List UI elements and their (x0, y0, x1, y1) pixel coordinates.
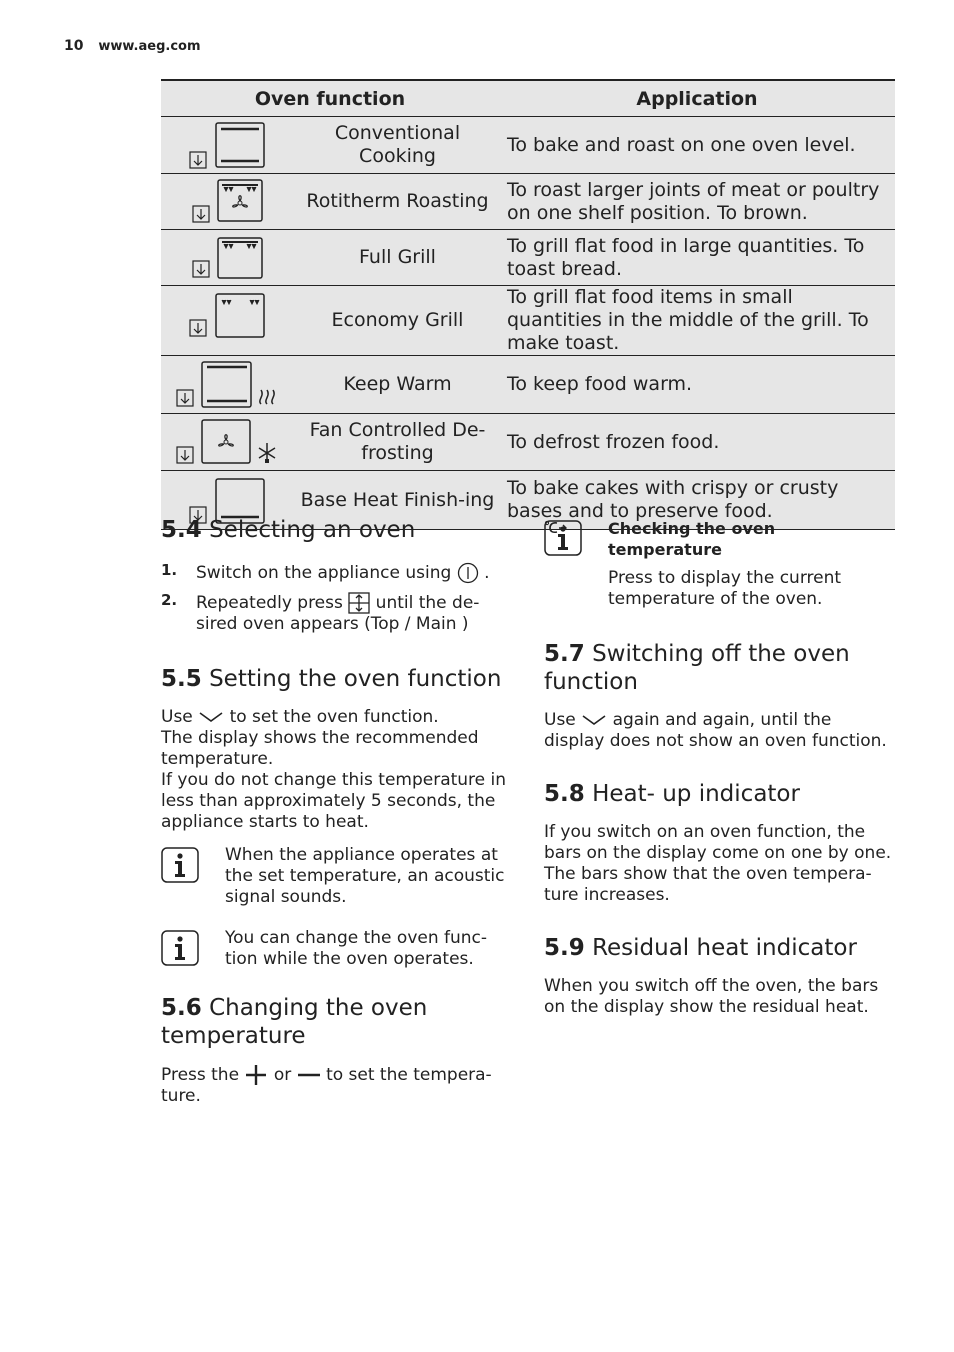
para-text: or (273, 1065, 292, 1085)
right-column (544, 518, 896, 1018)
step-number: 1. (161, 561, 178, 579)
plus-icon (244, 1064, 268, 1086)
step-text: Switch on the appliance using (196, 563, 452, 583)
section-5-9-heading (544, 934, 896, 962)
function-application: To bake cakes with crispy or crusty bases and to preserve food. (499, 471, 895, 530)
section-number: 5.6 (161, 995, 202, 1021)
section-5-4-heading (161, 516, 511, 544)
step-text-end: until the de-sired oven appears (Top / Main ) (196, 593, 480, 634)
section-5-8-heading (544, 780, 896, 808)
note-text: When the appliance operates at the set temperature, an acoustic signal sounds. (225, 845, 505, 907)
chevron-down-icon (198, 710, 224, 724)
paragraph (161, 707, 511, 728)
function-application: To grill flat food in large quantities. To toast bread. (499, 230, 895, 286)
para-text: Use (161, 707, 193, 727)
paragraph: If you switch on an oven function, the bars on the display come on one by one. The bars show that the oven tempera-ture increases. (544, 822, 892, 905)
function-name: Conventional Cooking (296, 117, 499, 174)
section-title: Residual heat indicator (592, 935, 857, 961)
paragraph: The display shows the recommended temperature. (161, 728, 479, 769)
info-note (161, 845, 505, 908)
page-header (64, 38, 201, 54)
oven-functions-table (161, 79, 895, 530)
left-column (161, 516, 511, 1107)
info-note (544, 518, 888, 610)
table-row (161, 230, 895, 286)
function-application: To roast larger joints of meat or poultry on one shelf position. To brown. (499, 174, 895, 230)
function-name: Rotitherm Roasting (296, 174, 499, 230)
function-application: To grill flat food items in small quantities in the middle of the grill. To make toast. (499, 286, 895, 356)
oven-select-icon (348, 592, 370, 614)
power-icon (457, 562, 479, 584)
keep-warm-icon (161, 356, 296, 414)
step-number: 2. (161, 591, 178, 609)
temperature-check-icon (544, 520, 570, 534)
step-text: Repeatedly press (196, 593, 343, 613)
para-text-end: to set the tempera-ture. (161, 1065, 492, 1106)
function-application: To bake and roast on one oven level. (499, 117, 895, 174)
full-grill-icon (161, 230, 296, 286)
list-item (161, 562, 511, 584)
para-text: Press the (161, 1065, 240, 1085)
info-icon (161, 847, 199, 883)
note-text-end: to display the current temperature of the oven. (608, 568, 842, 609)
section-title: Setting the oven function (209, 666, 502, 692)
note-text: You can change the oven func-tion while the oven operates. (225, 928, 488, 969)
section-number: 5.8 (544, 781, 585, 807)
note-title (608, 518, 888, 560)
table-row (161, 414, 895, 471)
paragraph (161, 1064, 501, 1107)
function-application: To keep food warm. (499, 356, 895, 414)
para-text: Use (544, 710, 576, 730)
section-number: 5.9 (544, 935, 585, 961)
step-text-end: . (484, 563, 490, 583)
page-number: 10 (64, 38, 84, 54)
function-name: Fan Controlled De-frosting (296, 414, 499, 471)
section-number: 5.4 (161, 517, 202, 543)
section-5-6-heading (161, 994, 481, 1050)
paragraph (544, 710, 896, 752)
section-title: Switching off the oven function (544, 641, 850, 695)
site-url[interactable]: www.aeg.com (98, 39, 201, 54)
function-name: Base Heat Finish-ing (296, 471, 499, 530)
note-text: Press (608, 568, 653, 588)
function-name: Keep Warm (296, 356, 499, 414)
minus-icon (297, 1064, 321, 1086)
col-header-application: Application (499, 80, 895, 117)
table-row (161, 356, 895, 414)
paragraph: If you do not change this temperature in less than approximately 5 seconds, the appliance starts to heat. (161, 770, 507, 832)
para-text-end: to set the oven function. (229, 707, 439, 727)
function-name: Economy Grill (296, 286, 499, 356)
note-title-text: Checking the oven temperature (608, 519, 776, 559)
function-application: To defrost frozen food. (499, 414, 895, 471)
function-name: Full Grill (296, 230, 499, 286)
note-body (608, 568, 888, 610)
list-item (161, 592, 511, 635)
info-note (161, 928, 505, 970)
info-icon (161, 930, 199, 966)
table-row (161, 174, 895, 230)
chevron-down-icon (581, 713, 607, 727)
rotitherm-roasting-icon (161, 174, 296, 230)
paragraph: When you switch off the oven, the bars on the display show the residual heat. (544, 976, 879, 1017)
section-5-7-heading (544, 640, 874, 696)
fan-defrost-icon (161, 414, 296, 471)
table-row (161, 117, 895, 174)
economy-grill-icon (161, 286, 296, 356)
section-5-5-heading (161, 665, 511, 693)
section-number: 5.7 (544, 641, 585, 667)
conventional-cooking-icon (161, 117, 296, 174)
col-header-function: Oven function (161, 80, 499, 117)
section-title: Changing the oven temperature (161, 995, 428, 1049)
section-number: 5.5 (161, 666, 202, 692)
section-title: Selecting an oven (209, 517, 416, 543)
table-row (161, 286, 895, 356)
section-title: Heat- up indicator (592, 781, 800, 807)
para-text-end: again and again, until the display does not show an oven function. (544, 710, 887, 751)
